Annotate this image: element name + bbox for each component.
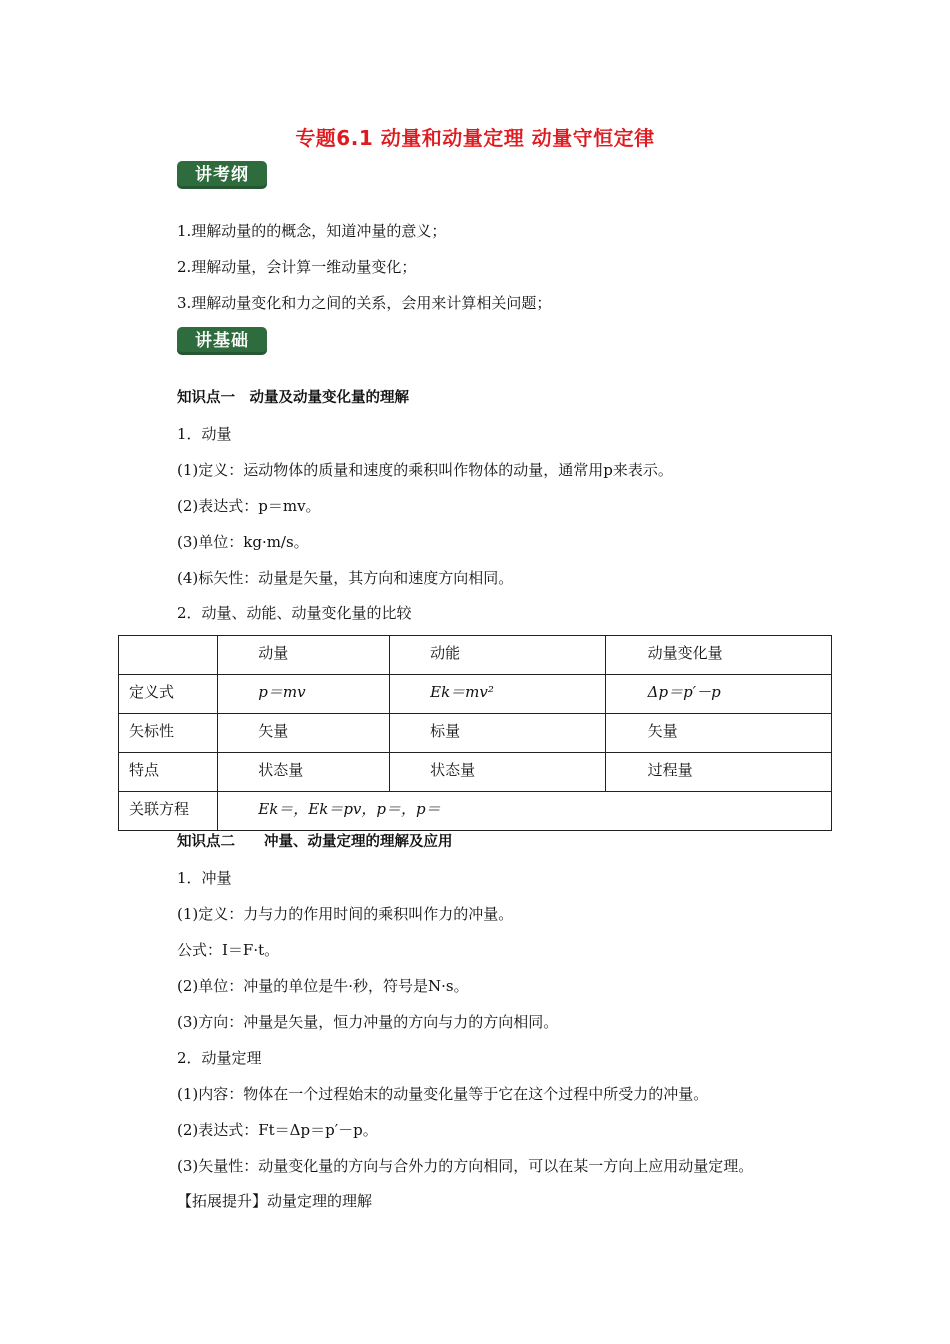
table-cell: Ek＝，Ek＝pv，p＝，p＝: [218, 792, 832, 831]
kp1-sub-momentum: 1．动量: [177, 425, 232, 443]
table-header-cell: 动量: [218, 636, 390, 675]
section-badge-basics: 讲基础: [177, 327, 267, 355]
kp1-unit: (3)单位：kg·m/s。: [177, 533, 309, 551]
kp2-definition: (1)定义：力与力的作用时间的乘积叫作力的冲量。: [177, 905, 514, 923]
section-badge-outline: 讲考纲: [177, 161, 267, 189]
table-header-cell: [119, 636, 218, 675]
table-cell: p＝mv: [218, 675, 390, 714]
kp1-heading: 知识点一 动量及动量变化量的理解: [177, 390, 409, 406]
kp2-content: (1)内容：物体在一个过程始末的动量变化量等于它在这个过程中所受力的冲量。: [177, 1085, 709, 1103]
kp2-unit: (2)单位：冲量的单位是牛·秒，符号是N·s。: [177, 977, 469, 995]
page-title: 专题6.1 动量和动量定理 动量守恒定律: [295, 126, 655, 150]
table-cell: 状态量: [390, 753, 606, 792]
kp2-sub-theorem: 2．动量定理: [177, 1049, 262, 1067]
outline-item-2: 2.理解动量，会计算一维动量变化；: [177, 258, 417, 276]
table-cell: 标量: [390, 714, 606, 753]
kp1-definition: (1)定义：运动物体的质量和速度的乘积叫作物体的动量，通常用p来表示。: [177, 461, 673, 479]
table-header-cell: 动量变化量: [605, 636, 831, 675]
kp2-vector: (3)矢量性：动量变化量的方向与合外力的方向相同，可以在某一方向上应用动量定理。: [177, 1157, 754, 1175]
table-row: [119, 792, 832, 831]
outline-item-1: 1.理解动量的的概念，知道冲量的意义；: [177, 222, 447, 240]
kp2-heading: 知识点二 冲量、动量定理的理解及应用: [177, 834, 453, 850]
table-cell: 状态量: [218, 753, 390, 792]
kp2-sub-impulse: 1．冲量: [177, 869, 232, 887]
kp2-direction: (3)方向：冲量是矢量，恒力冲量的方向与力的方向相同。: [177, 1013, 559, 1031]
table-header-row: [119, 636, 832, 675]
kp2-formula: 公式：I＝F·t。: [177, 941, 280, 959]
table-row: [119, 714, 832, 753]
table-cell: 特点: [119, 753, 218, 792]
kp2-extension: 【拓展提升】动量定理的理解: [177, 1192, 373, 1210]
table-cell: Δp＝p′－p: [605, 675, 831, 714]
table-cell: 矢量: [218, 714, 390, 753]
outline-item-3: 3.理解动量变化和力之间的关系，会用来计算相关问题；: [177, 294, 552, 312]
table-cell: 定义式: [119, 675, 218, 714]
kp1-sub-comparison: 2．动量、动能、动量变化量的比较: [177, 604, 412, 622]
table-cell: Ek＝mv²: [390, 675, 606, 714]
table-row: [119, 675, 832, 714]
kp1-vector: (4)标矢性：动量是矢量，其方向和速度方向相同。: [177, 569, 514, 587]
kp2-expression: (2)表达式：Ft＝Δp＝p′－p。: [177, 1121, 378, 1139]
table-cell: 关联方程: [119, 792, 218, 831]
table-cell: 矢量: [605, 714, 831, 753]
kp1-expression: (2)表达式：p＝mv。: [177, 497, 321, 515]
table-cell: 过程量: [605, 753, 831, 792]
table-header-cell: 动能: [390, 636, 606, 675]
comparison-table: [118, 635, 832, 831]
table-row: [119, 753, 832, 792]
table-cell: 矢标性: [119, 714, 218, 753]
